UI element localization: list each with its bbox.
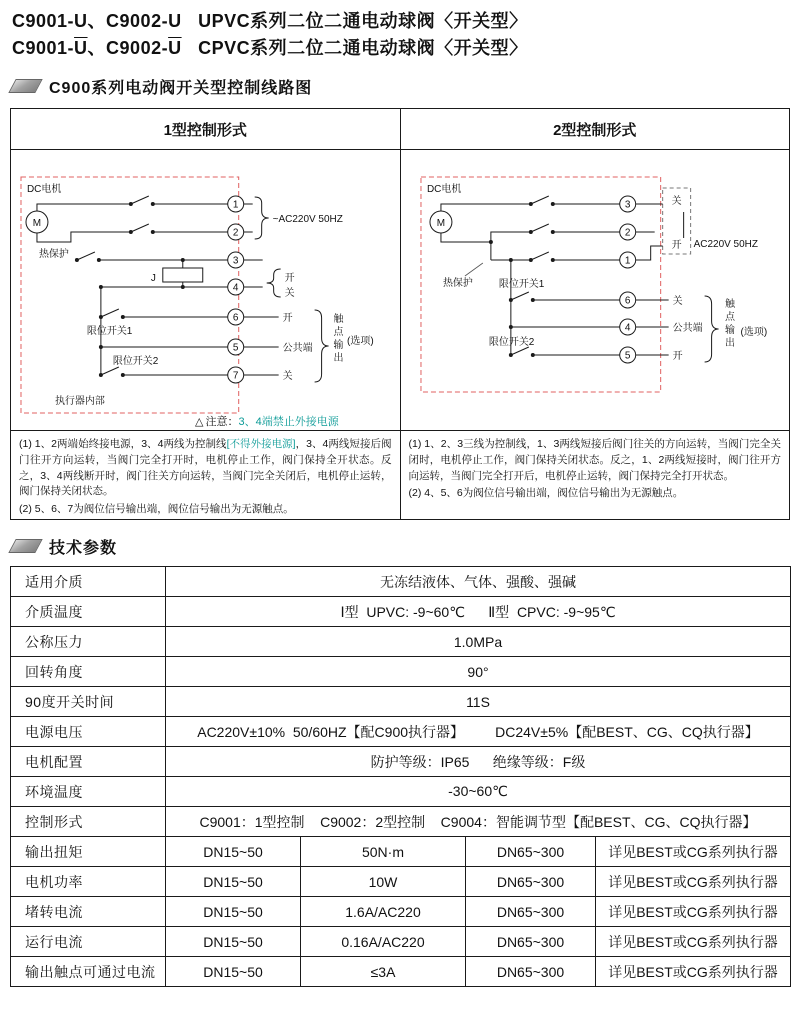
motor [26, 211, 48, 233]
motor-symbol: M [32, 217, 42, 230]
table-row [11, 897, 791, 927]
terminal-number: 2 [624, 227, 630, 239]
spec-range: DN15~50 [166, 927, 301, 957]
open-label: 开 [672, 350, 683, 363]
table-row [11, 957, 791, 987]
table-row [11, 627, 791, 657]
terminal-number: 6 [232, 312, 239, 324]
table-row [11, 717, 791, 747]
common-label: 公共端 [672, 322, 703, 335]
table-row [11, 567, 791, 597]
spec-label: 堵转电流 [11, 897, 166, 927]
limit-switch1-label: 限位开关1 [498, 278, 544, 291]
table-row [11, 927, 791, 957]
spec-range: DN15~50 [166, 867, 301, 897]
limit-switch2-label: 限位开关2 [488, 336, 534, 349]
section-marker-icon [8, 539, 42, 553]
spec-value: ≤3A [301, 957, 466, 987]
spec-range: DN65~300 [466, 927, 596, 957]
spec-range: DN65~300 [466, 837, 596, 867]
spec-ref: 详见BEST或CG系列执行器 [596, 867, 791, 897]
spec-label: 电源电压 [11, 717, 166, 747]
spec-label: 公称压力 [11, 627, 166, 657]
terminal-number: 1 [624, 255, 630, 267]
spec-value: 0.16A/AC220 [301, 927, 466, 957]
warning-text: 3、4端禁止外接电源 [238, 416, 339, 428]
relay-label: J [150, 272, 156, 285]
terminal-number: 5 [624, 350, 630, 362]
table-row [11, 837, 791, 867]
note-1: (1) 1、2、3三线为控制线，1、3两线短接后阀门往关的方向运转，当阀门完全关闭时，电机停止工作，阀门保持关闭状态。反之，1、2两线短接时，阀门往开方向运转，当阀门完全打开后，电机停止运转，阀门保持完全打开状态。 [408, 438, 781, 482]
table-row [11, 657, 791, 687]
table-row [11, 777, 791, 807]
dc-motor-label: DC电机 [26, 183, 62, 196]
terminal-number: 3 [624, 199, 630, 211]
type2-circuit-svg [401, 150, 790, 430]
warning-note [195, 413, 339, 429]
spec-value: 防护等级：IP65 绝缘等级：F级 [166, 747, 791, 777]
spec-value: 10W [301, 867, 466, 897]
circuit-diagrams [11, 150, 789, 430]
diagram-labels [27, 182, 343, 407]
title-line-2 [12, 35, 788, 62]
terminal-number: 1 [232, 199, 239, 211]
close-label: 关 [282, 370, 293, 383]
spec-value: 11S [166, 687, 791, 717]
circuit-notes [11, 430, 789, 519]
section-header-circuit [12, 76, 788, 96]
limit-switch1-label: 限位开关1 [86, 325, 133, 338]
warning-icon: △ [195, 416, 204, 428]
table-row [11, 867, 791, 897]
spec-range: DN65~300 [466, 897, 596, 927]
spec-label: 控制形式 [11, 807, 166, 837]
model-overline-u: $\overline{U}$ [168, 38, 182, 58]
common-label: 公共端 [282, 342, 313, 355]
contact-output-label: 触点输出 [331, 313, 342, 365]
spec-label: 回转角度 [11, 657, 166, 687]
option-label: (选项) [347, 336, 374, 347]
spec-ref: 详见BEST或CG系列执行器 [596, 927, 791, 957]
spec-range: DN65~300 [466, 867, 596, 897]
terminal-number: 7 [232, 370, 239, 382]
terminal-circles [228, 196, 244, 383]
section1-title: C900系列电动阀开关型控制线路图 [49, 79, 313, 97]
spec-value: 无冻结液体、气体、强酸、强碱 [166, 567, 791, 597]
model-prefix: C9001- [12, 38, 75, 58]
spec-table [10, 566, 791, 987]
spec-label: 适用介质 [11, 567, 166, 597]
thermal-protect-label: 热保护 [442, 277, 473, 290]
open-label: 开 [284, 272, 295, 285]
thermal-protect-label: 热保护 [38, 248, 69, 261]
spec-label: 输出扭矩 [11, 837, 166, 867]
title-line-1: C9001-U、C9002-U UPVC系列二位二通电动球阀〈开关型〉 [12, 11, 528, 31]
note-highlight: [不得外接电源] [226, 438, 296, 450]
note-2: (2) 4、5、6为阀位信号输出端，阀位信号输出为无源触点。 [408, 487, 684, 500]
limit-switch2-label: 限位开关2 [112, 355, 159, 368]
terminal-number: 5 [232, 342, 239, 354]
relay-coil [163, 268, 203, 282]
terminal-circles [619, 196, 635, 363]
actuator-boundary [21, 177, 239, 413]
note-1: (1) 1、2两端始终接电源，3、4两线为控制线[不得外接电源]，3、4两线短接后阀门往开方向运转，当阀门完全打开时，电机停止工作，阀门保持全开状态。反之，3、4两线断开时，阀门往关方向运转，当阀门完全关闭后，电机停止运转，阀门保持关闭状态。 [19, 438, 392, 498]
spec-label: 运行电流 [11, 927, 166, 957]
title-rest: CPVC系列二位二通电动球阀〈开关型〉 [181, 38, 528, 58]
table-row [11, 807, 791, 837]
spec-range: DN15~50 [166, 837, 301, 867]
type1-circuit-svg [11, 150, 400, 430]
type2-header: 2型控制形式 [553, 122, 637, 139]
wires [440, 196, 683, 357]
section-header-specs [12, 536, 788, 556]
spec-ref: 详见BEST或CG系列执行器 [596, 897, 791, 927]
spec-label: 90度开关时间 [11, 687, 166, 717]
contact-output-label: 触点输出 [722, 298, 734, 350]
note-2: (2) 5、6、7为阀位信号输出端，阀位信号输出为无源触点。 [19, 503, 294, 515]
terminal-number: 2 [232, 227, 239, 239]
spec-ref: 详见BEST或CG系列执行器 [596, 957, 791, 987]
close-label: 关 [284, 287, 295, 300]
close-label: 关 [671, 195, 682, 208]
open-label: 开 [282, 312, 293, 325]
power-label: ~AC220V 50HZ [272, 213, 343, 226]
type2-notes [401, 431, 790, 519]
table-row [11, 597, 791, 627]
terminal-number: 6 [624, 295, 630, 307]
spec-range: DN15~50 [166, 957, 301, 987]
spec-value: 1.0MPa [166, 627, 791, 657]
document-titles [0, 0, 800, 62]
motor [429, 211, 451, 233]
spec-label: 电机配置 [11, 747, 166, 777]
table-row [11, 687, 791, 717]
spec-value: 50N·m [301, 837, 466, 867]
motor-symbol: M [436, 217, 445, 230]
spec-label: 介质温度 [11, 597, 166, 627]
spec-value: 90° [166, 657, 791, 687]
spec-range: DN65~300 [466, 957, 596, 987]
power-label: AC220V 50HZ [693, 238, 758, 251]
close-label: 关 [672, 295, 683, 308]
circuit-headers [11, 109, 789, 150]
terminal-number: 3 [232, 255, 239, 267]
spec-value: AC220V±10% 50/60HZ【配C900执行器】 DC24V±5%【配BEST、CG、CQ执行器】 [166, 717, 791, 747]
control-circuit-panel [10, 108, 790, 520]
section2-title: 技术参数 [49, 539, 118, 557]
spec-value: C9001：1型控制 C9002：2型控制 C9004：智能调节型【配BEST、CG、CQ执行器】 [166, 807, 791, 837]
table-row [11, 747, 791, 777]
type1-circuit-diagram [11, 150, 401, 430]
spec-value: Ⅰ型 UPVC: -9~60℃ Ⅱ型 CPVC: -9~95℃ [166, 597, 791, 627]
terminal-number: 4 [624, 322, 630, 334]
model-mid: 、C9002- [87, 38, 169, 58]
type2-circuit-diagram [401, 150, 790, 430]
spec-value: -30~60℃ [166, 777, 791, 807]
terminal-number: 4 [232, 282, 239, 294]
spec-ref: 详见BEST或CG系列执行器 [596, 837, 791, 867]
open-label: 开 [671, 239, 682, 252]
braces [704, 296, 718, 362]
option-label: (选项) [740, 327, 768, 338]
spec-value: 1.6A/AC220 [301, 897, 466, 927]
spec-range: DN15~50 [166, 897, 301, 927]
diagram-labels [426, 182, 757, 362]
spec-label: 输出触点可通过电流 [11, 957, 166, 987]
actuator-internal-label: 执行器内部 [54, 395, 105, 408]
type1-header: 1型控制形式 [11, 109, 401, 149]
section-marker-icon [8, 79, 42, 93]
model-overline-u: $\overline{U}$ [74, 38, 88, 58]
spec-label: 环境温度 [11, 777, 166, 807]
dc-motor-label: DC电机 [426, 183, 461, 196]
type1-notes [11, 431, 401, 519]
spec-label: 电机功率 [11, 867, 166, 897]
warning-prefix: 注意： [205, 416, 239, 428]
